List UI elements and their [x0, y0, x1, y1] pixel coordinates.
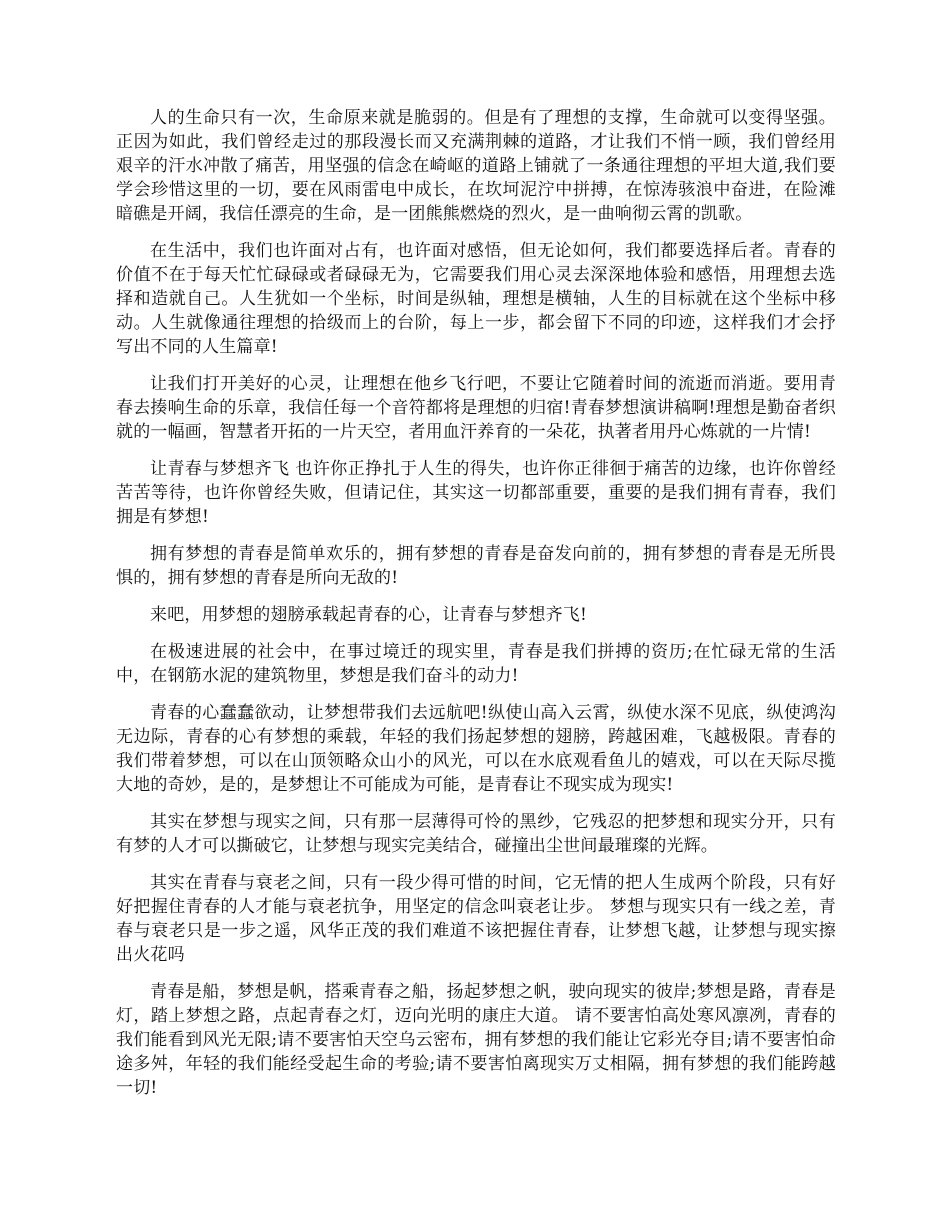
paragraph-4: 让青春与梦想齐飞 也许你正挣扎于人生的得失，也许你正徘徊于痛苦的边缘，也许你曾经苦苦等待，也许你曾经失败，但请记住，其实这一切都部重要，重要的是我们拥有青春，我们拥是有梦想! [116, 459, 836, 527]
paragraph-1: 人的生命只有一次，生命原来就是脆弱的。但是有了理想的支撑，生命就可以变得坚强。正因为如此，我们曾经走过的那段漫长而又充满荆棘的道路，才让我们不悄一顾，我们曾经用艰辛的汗水冲散了痛苦，用坚强的信念在崎岖的道路上铺就了一条通往理想的平坦大道,我们要学会珍惜这里的一切，要在风雨雷电中成长，在坎坷泥泞中拼搏，在惊涛骇浪中奋进，在险滩暗礁是开阔，我信任漂亮的生命，是一团熊熊燃烧的烈火，是一曲响彻云霄的凯歌。 [116, 108, 836, 224]
document-body [116, 106, 836, 1113]
paragraph-5: 拥有梦想的青春是简单欢乐的，拥有梦想的青春是奋发向前的，拥有梦想的青春是无所畏惧的，拥有梦想的青春是所向无敌的! [116, 544, 836, 588]
paragraph-11: 青春是船，梦想是帆，搭乘青春之船，扬起梦想之帆，驶向现实的彼岸;梦想是路，青春是灯，踏上梦想之路，点起青春之灯，迈向光明的康庄大道。 请不要害怕高处寒风凛冽，青春的我们能看到风光无限;请不要害怕天空乌云密布，拥有梦想的我们能让它彩光夺目;请不要害怕命途多舛，年轻的我们能经受起生命的考验;请不要害怕离现实万丈相隔，拥有梦想的我们能跨越一切! [116, 982, 836, 1098]
paragraph-10: 其实在青春与衰老之间，只有一段少得可惜的时间，它无情的把人生成两个阶段，只有好好把握住青春的人才能与衰老抗争，用坚定的信念叫衰老让步。 梦想与现实只有一线之差，青春与衰老只是一步之遥，风华正茂的我们难道不该把握住青春，让梦想飞越，让梦想与现实擦出火花吗 [116, 873, 836, 965]
paragraph-7: 在极速进展的社会中，在事过境迁的现实里，青春是我们拼搏的资历;在忙碌无常的生活中，在钢筋水泥的建筑物里，梦想是我们奋斗的动力! [116, 642, 836, 686]
paragraph-2: 在生活中，我们也许面对占有，也许面对感悟，但无论如何，我们都要选择后者。青春的价值不在于每天忙忙碌碌或者碌碌无为，它需要我们用心灵去深深地体验和感悟，用理想去选择和造就自己。人生犹如一个坐标，时间是纵轴，理想是横轴，人生的目标就在这个坐标中移动。人生就像通往理想的拾级而上的台阶，每上一步，都会留下不同的印迹，这样我们才会抒写出不同的人生篇章! [116, 241, 836, 357]
paragraph-8: 青春的心蠢蠢欲动，让梦想带我们去远航吧!纵使山高入云霄，纵使水深不见底，纵使鸿沟无边际，青春的心有梦想的乘载，年轻的我们扬起梦想的翅膀，跨越困难，飞越极限。青春的我们带着梦想，可以在山顶领略众山小的风光，可以在水底观看鱼儿的嬉戏，可以在天际尽揽大地的奇妙，是的，是梦想让不可能成为可能，是青春让不现实成为现实! [116, 703, 836, 795]
paragraph-3: 让我们打开美好的心灵，让理想在他乡飞行吧，不要让它随着时间的流逝而消逝。要用青春去揍响生命的乐章，我信任每一个音符都将是理想的归宿!青春梦想演讲稿啊!理想是勤奋者织就的一幅画，智慧者开拓的一片天空，者用血汗养育的一朵花，执著者用丹心炼就的一片情! [116, 374, 836, 442]
paragraph-6: 来吧，用梦想的翅膀承载起青春的心，让青春与梦想齐飞! [150, 605, 588, 625]
paragraph-9: 其实在梦想与现实之间，只有那一层薄得可怜的黑纱，它残忍的把梦想和现实分开，只有有梦的人才可以撕破它，让梦想与现实完美结合，碰撞出尘世间最璀璨的光辉。 [116, 812, 836, 856]
